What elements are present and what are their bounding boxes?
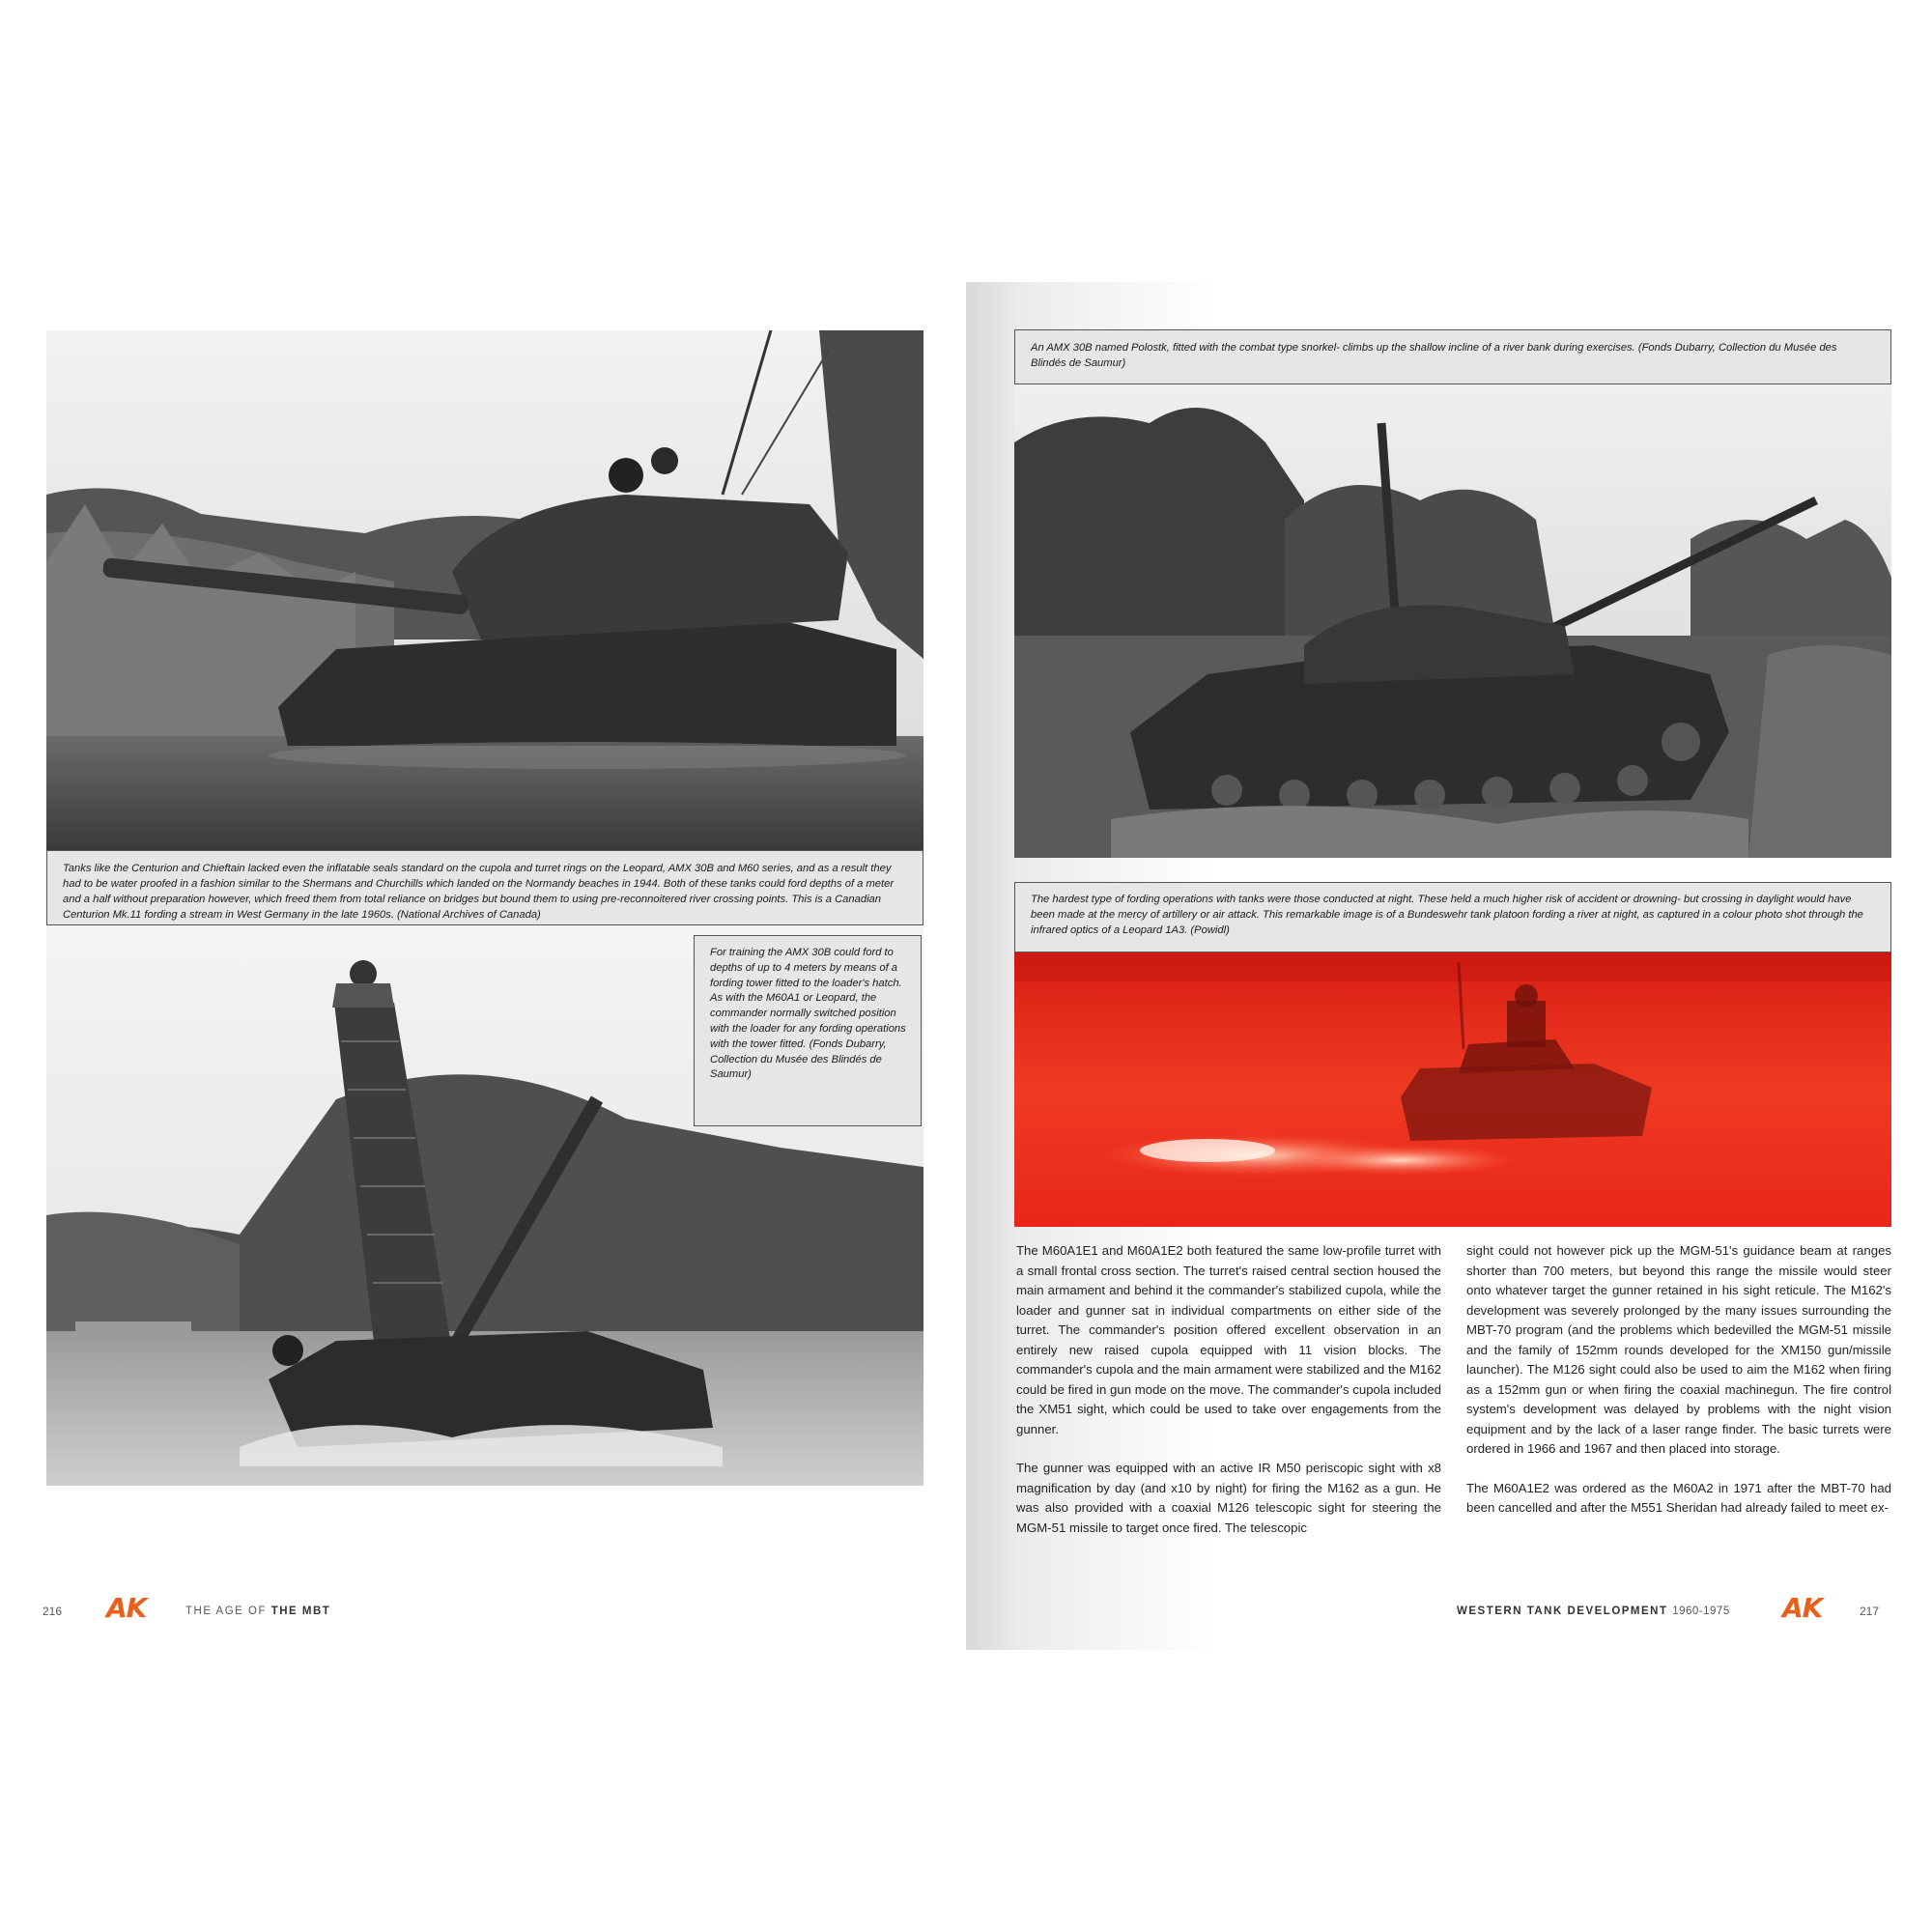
caption-amx30b-polostk: An AMX 30B named Polostk, fitted with the combat type snorkel- climbs up the shallow incline of a river bank during exercises. (Fonds Dubarry, Collection du Musée des Blindés de Saumur) [1014, 329, 1891, 384]
running-title-years: 1960-1975 [1672, 1605, 1730, 1617]
ak-logo-right: AK [1782, 1592, 1823, 1624]
caption-infrared-fording: The hardest type of fording operations with tanks were those conducted at night. These held a much higher risk of accident or drowning- but crossing in daylight would have been made at the mercy of artillery or air attack. This remarkable image is of a Bundeswehr tank platoon fording a river at night, as captured in a colour photo shot through the infrared optics of a Leopard 1A3. (Powidl) [1014, 882, 1891, 952]
body-paragraph: The M60A1E2 was ordered as the M60A2 in 1971 after the MBT-70 had been cancelled and after the M551 Sheridan had already failed to meet ex- [1466, 1480, 1891, 1515]
caption-amx30b-tower: For training the AMX 30B could ford to depths of up to 4 meters by means of a fording tower fitted to the loader's hatch. As with the M60A1 or Leopard, the commander normally switched position with the loader for any fording operations with the tower fitted. (Fonds Dubarry, Collection du Musée des Blindés de Saumur) [694, 935, 922, 1126]
running-title-prefix: THE AGE OF [185, 1605, 268, 1617]
body-column-2 [1466, 1241, 1891, 1538]
photo-centurion-fording [46, 330, 923, 850]
running-title-right [1457, 1605, 1730, 1617]
photo-amx30b-polostk [1014, 384, 1891, 858]
body-paragraph: sight could not however pick up the MGM-51's guidance beam at ranges shorter than 700 meters, but beyond this range the missile would steer onto whatever target the gunner retained in his sight reticule. The M162's development was severely prolonged by the many issues surrounding the MBT-70 program (and the problems which bedevilled the MGM-51 missile and the family of 152mm rounds developed for the XM150 gun/missile launcher). The M126 sight could also be used to aim the M162 when firing as a 152mm gun or when firing the coaxial machinegun. The fire control system's development was delayed by problems with the night vision equipment and by the lack of a laser range finder. The basic turrets were ordered in 1966 and 1967 and then placed into storage. [1466, 1243, 1891, 1456]
running-title-bold: WESTERN TANK DEVELOPMENT [1457, 1605, 1668, 1617]
caption-centurion: Tanks like the Centurion and Chieftain lacked even the inflatable seals standard on the cupola and turret rings on the Leopard, AMX 30B and M60 series, and as a result they had to be water proofed in a fashion similar to the Shermans and Churchills which landed on the Normandy beaches in 1944. Both of these tanks could ford depths of a meter and a half without preparation however, which freed them from total reliance on bridges but bound them to using pre-reconnoitered river crossing points. This is a Canadian Centurion Mk.11 fording a stream in West Germany in the late 1960s. (National Archives of Canada) [46, 850, 923, 925]
body-paragraph: The gunner was equipped with an active IR M50 periscopic sight with x8 magnification by day (and x10 by night) for firing the M162 as a gun. He was also provided with a coaxial M126 telescopic sight for steering the MGM-51 missile to target once fired. The telescopic [1016, 1461, 1441, 1535]
body-column-1 [1016, 1241, 1441, 1557]
running-title-bold: THE MBT [270, 1605, 331, 1617]
ak-logo-left: AK [106, 1592, 147, 1624]
page-number-left: 216 [43, 1605, 63, 1618]
running-title-left [185, 1605, 330, 1617]
page-number-right: 217 [1860, 1605, 1880, 1618]
photo-infrared-night-fording [1014, 952, 1891, 1227]
body-paragraph: The M60A1E1 and M60A1E2 both featured the same low-profile turret with a small frontal cross section. The turret's raised central section housed the main armament and behind it the commander's stabilized cupola, while the loader and gunner sat in individual compartments on either side of the turret. The commander's position offered excellent observation in an entirely new raised cupola equipped with 11 vision blocks. The commander's cupola and the main armament were stabilized and the M162 could be fired in gun mode on the move. The commander's cupola included the XM51 sight, which could be used to take over engagements from the gunner. [1016, 1243, 1441, 1436]
